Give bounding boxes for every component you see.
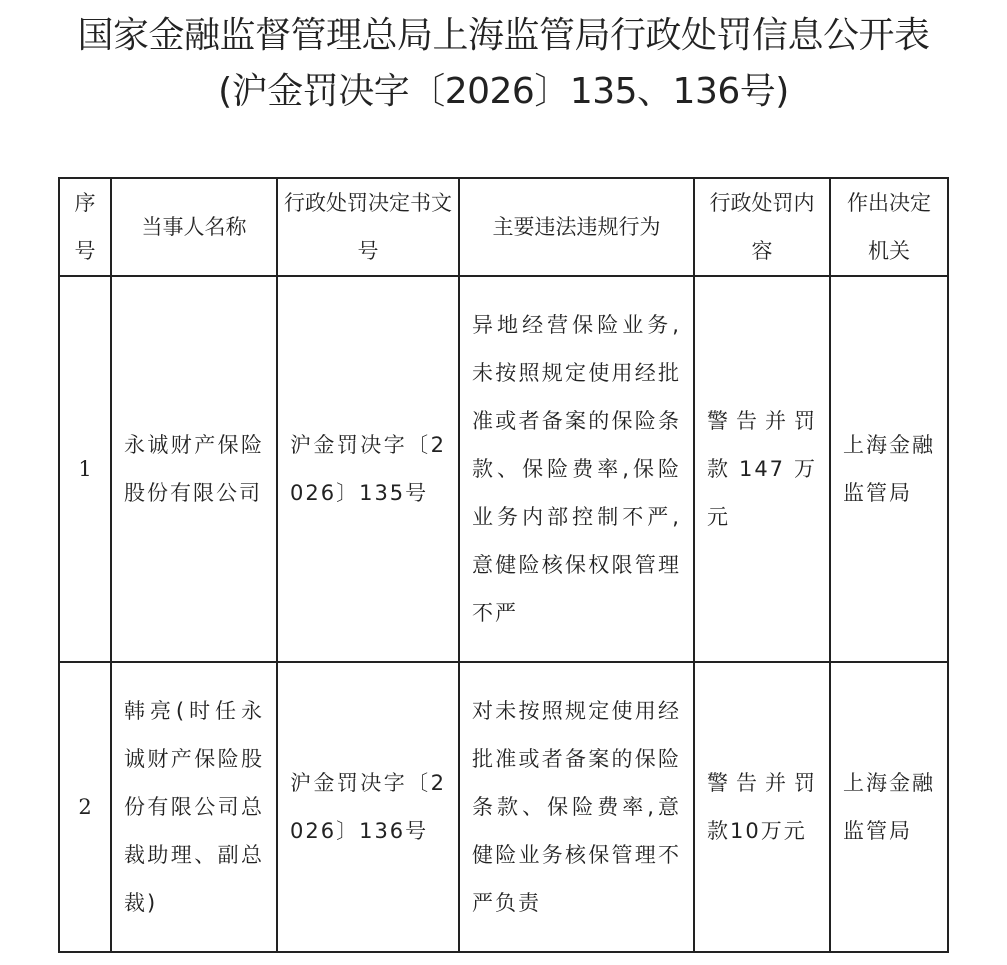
table-row <box>59 662 948 952</box>
table-row <box>59 276 948 662</box>
row-index-cell <box>59 662 111 952</box>
header-cell-penalty: 行政处罚内容 <box>694 178 830 276</box>
penalty-cell: 警告并罚款147万元 <box>694 276 830 662</box>
violation-cell: 异地经营保险业务,未按照规定使用经批准或者备案的保险条款、保险费率,保险业务内部控制不严,意健险核保权限管理不严 <box>459 276 694 662</box>
authority-cell: 上海金融监管局 <box>830 662 948 952</box>
header-cell-index: 序号 <box>59 178 111 276</box>
penalty-cell: 警告并罚款10万元 <box>694 662 830 952</box>
header-cell-violation: 主要违法违规行为 <box>459 178 694 276</box>
party-cell: 韩亮(时任永诚财产保险股份有限公司总裁助理、副总裁) <box>111 662 277 952</box>
penalty-table <box>58 177 949 953</box>
header-cell-doc-no: 行政处罚决定书文号 <box>277 178 459 276</box>
row-index: 1 <box>78 457 92 481</box>
table-header-row <box>59 178 948 276</box>
row-index-cell <box>59 276 111 662</box>
header-cell-party: 当事人名称 <box>111 178 277 276</box>
doc-no-cell: 沪金罚决字〔2026〕136号 <box>277 662 459 952</box>
row-index: 2 <box>78 795 92 819</box>
violation-cell: 对未按照规定使用经批准或者备案的保险条款、保险费率,意健险业务核保管理不严负责 <box>459 662 694 952</box>
page-title: 国家金融监督管理总局上海监管局行政处罚信息公开表 <box>77 15 930 56</box>
header-cell-authority: 作出决定机关 <box>830 178 948 276</box>
authority-cell: 上海金融监管局 <box>830 276 948 662</box>
doc-no-cell: 沪金罚决字〔2026〕135号 <box>277 276 459 662</box>
party-cell: 永诚财产保险股份有限公司 <box>111 276 277 662</box>
page-subtitle: (沪金罚决字〔2026〕135、136号) <box>218 71 789 112</box>
